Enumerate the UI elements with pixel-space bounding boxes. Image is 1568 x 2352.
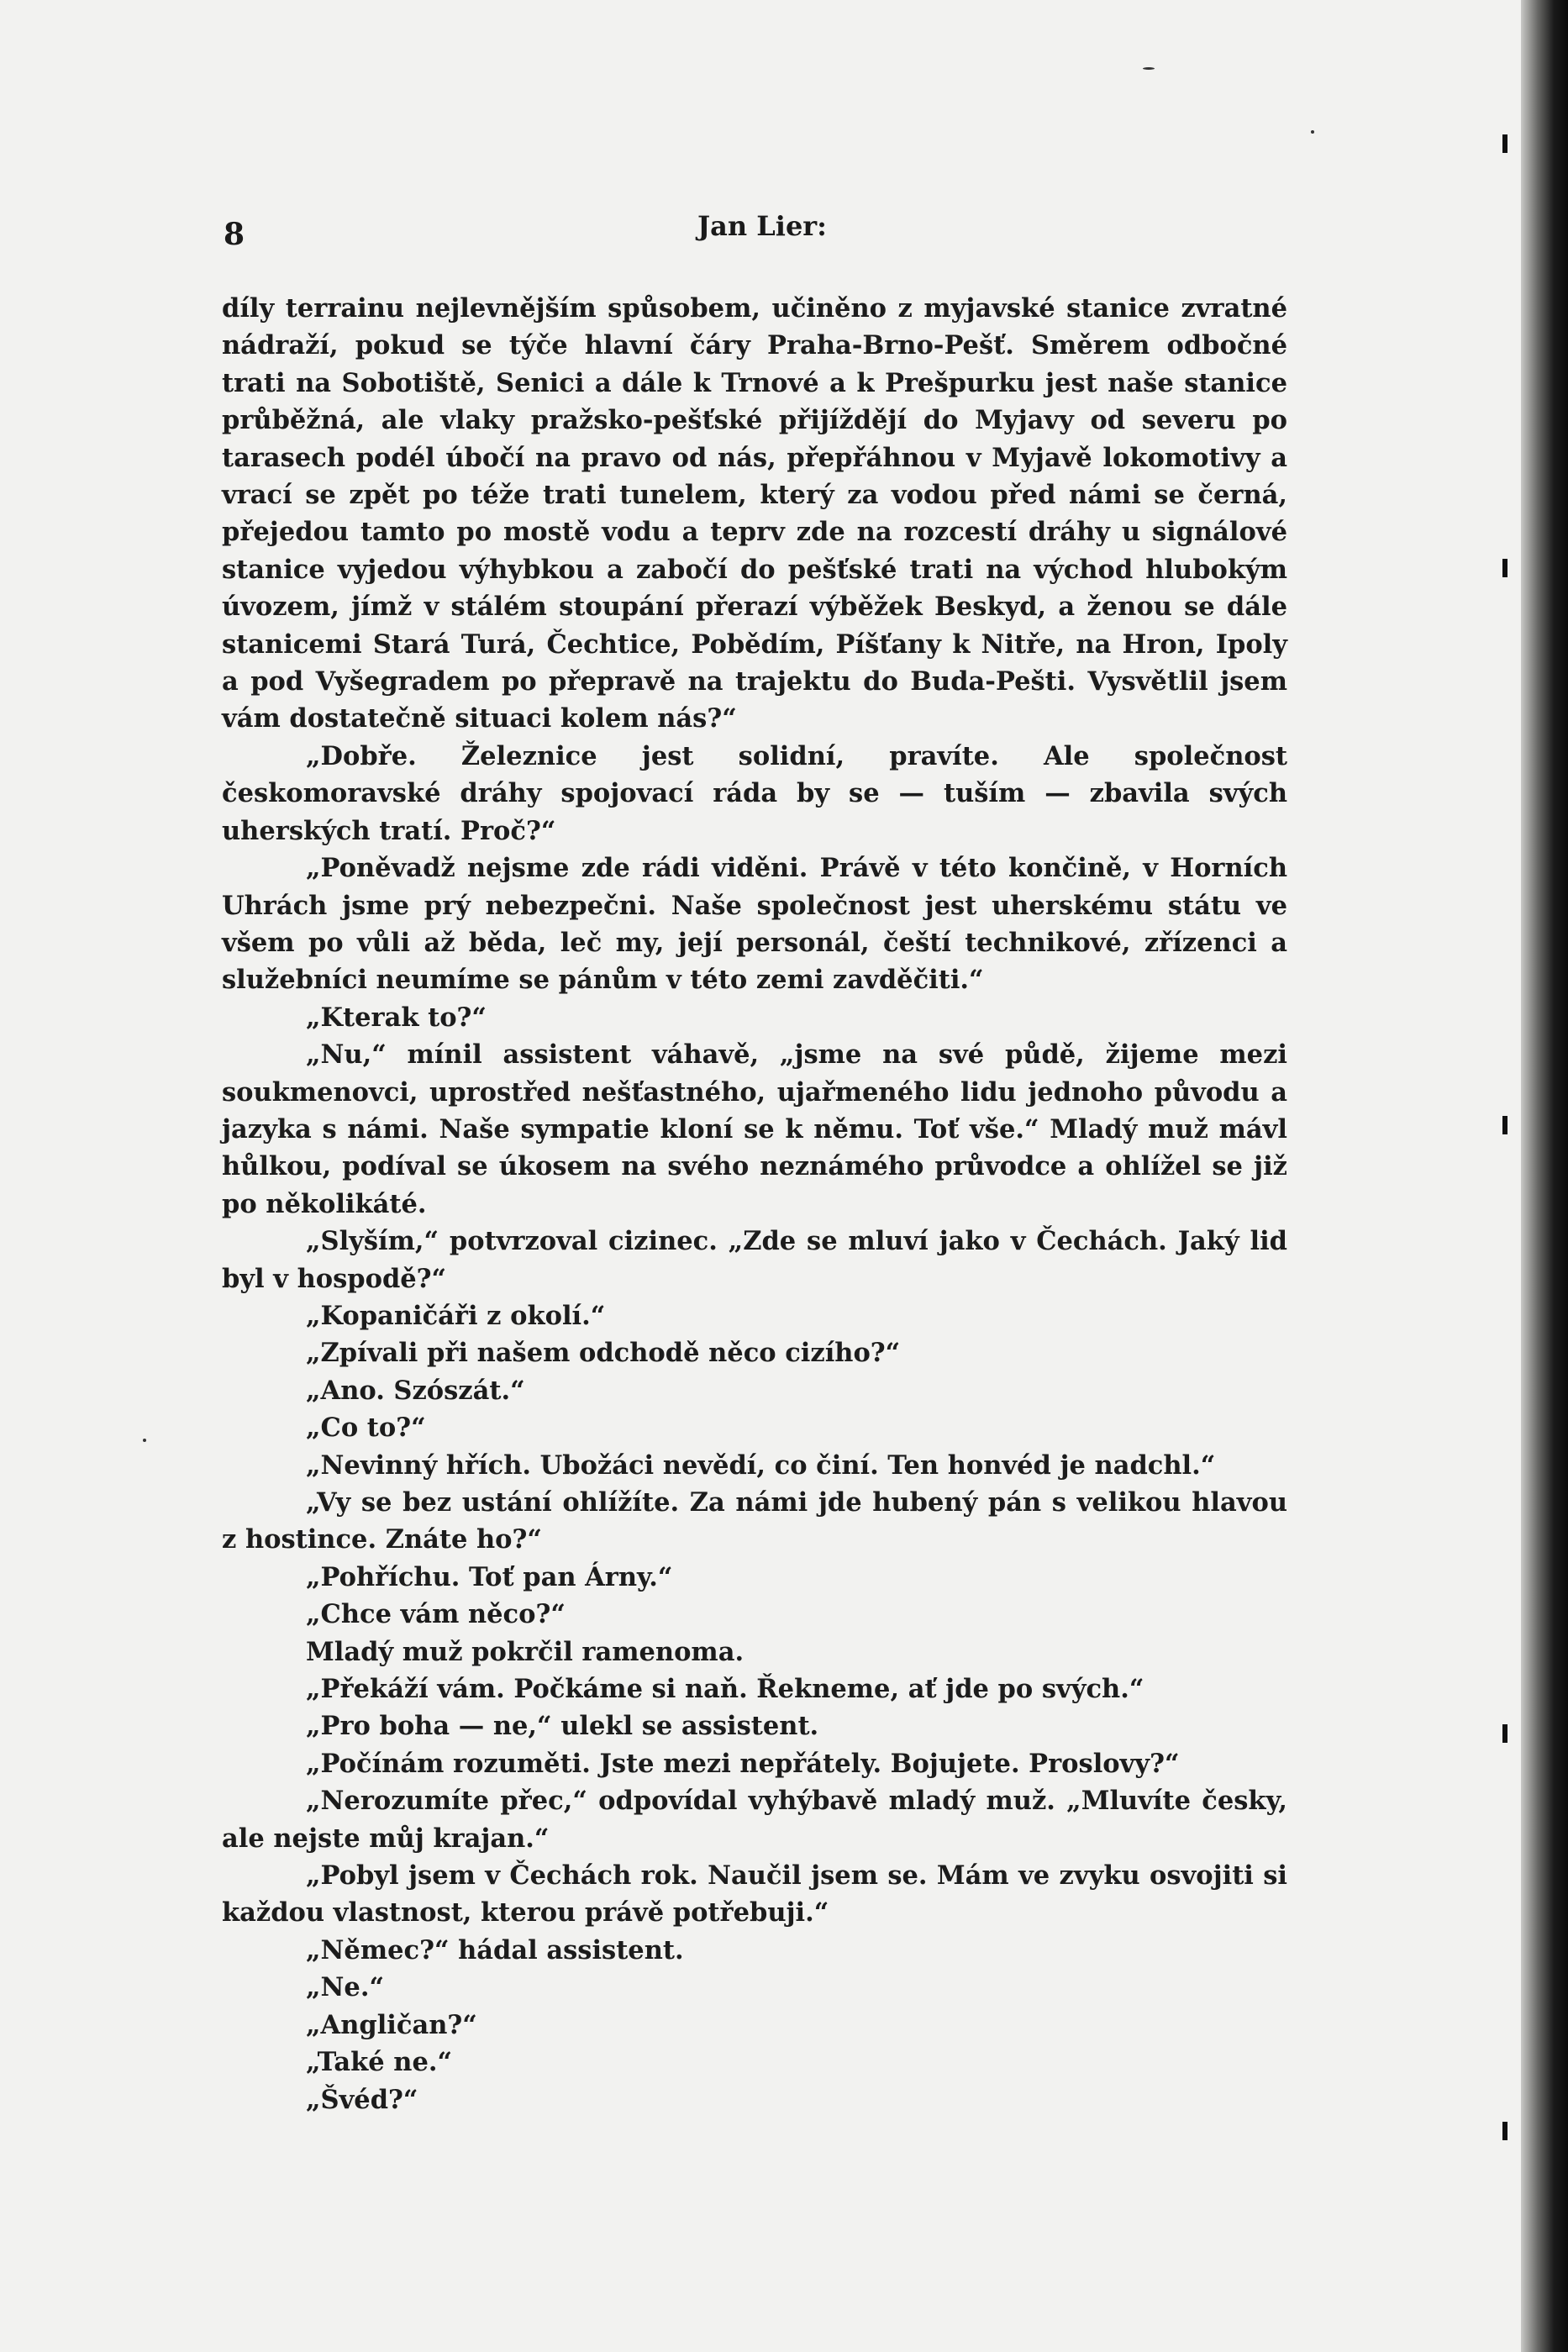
running-head: Jan Lier: bbox=[697, 210, 827, 242]
paragraph-3: „Poněvadž nejsme zde rádi viděni. Právě v této končině, v Horních Uhrách jsme prý nebezpečni. Naše společnost jest uherskému státu ve všem po vůli až běda, leč my, její personál, čeští technikové, zřízenci a služebníci neumíme se pánům v této zemi zavděčiti.“ bbox=[222, 853, 1287, 996]
paragraph-16: „Překáží vám. Počkáme si naň. Řekneme, ať jde po svých.“ bbox=[306, 1674, 1144, 1705]
paragraph-20: „Pobyl jsem v Čechách rok. Naučil jsem se. Mám ve zvyku osvojiti si každou vlastnost, kterou právě potřebuji.“ bbox=[222, 1860, 1287, 1928]
paragraph-22: „Ne.“ bbox=[306, 1972, 384, 2003]
paragraph-1: díly terrainu nejlevnějším spůsobem, učiněno z myjavské stanice zvratné nádraží, pokud se týče hlavní čáry Praha-Brno-Pešť. Směrem odbočné trati na Sobotiště, Senici a dále k Trnové a k Prešpurku jest naše stanice průběžná, ale vlaky pražsko-pešťské přijíždějí do Myjavy od severu po tarasech podél úbočí na pravo od nás, přepřáhnou v Myjavě lokomotivy a vrací se zpět po téže trati tunelem, který za vodou před námi se černá, přejedou tamto po mostě vodu a teprv zde na rozcestí dráhy u signálové stanice vyjedou výhybkou a zabočí do pešťské trati na východ hlubokým úvozem, jímž v stálém stoupání přerazí výběžek Beskyd, a ženou se dále stanicemi Stará Turá, Čechtice, Pobědím, Píšťany k Nitře, na Hron, Ipoly a pod Vyšegradem po přepravě na trajektu do Buda-Pešti. Vysvětlil jsem vám dostatečně situaci kolem nás?“ bbox=[222, 293, 1287, 734]
scan-edge-mark bbox=[1502, 134, 1507, 153]
page-number: 8 bbox=[224, 217, 245, 252]
paragraph-6: „Slyším,“ potvrzoval cizinec. „Zde se mluví jako v Čechách. Jaký lid byl v hospodě?“ bbox=[222, 1226, 1287, 1294]
page-binding-edge bbox=[1521, 0, 1568, 2352]
paragraph-9: „Ano. Szószát.“ bbox=[306, 1375, 525, 1406]
scan-edge-mark bbox=[1502, 2122, 1507, 2140]
paragraph-13: „Pohříchu. Toť pan Árny.“ bbox=[306, 1561, 673, 1592]
paragraph-12: „Vy se bez ustání ohlížíte. Za námi jde hubený pán s velikou hlavou z hostince. Znáte ho?“ bbox=[222, 1487, 1287, 1555]
paragraph-14: „Chce vám něco?“ bbox=[306, 1599, 566, 1630]
paragraph-17: „Pro boha — ne,“ ulekl se assistent. bbox=[306, 1711, 819, 1742]
scan-speck bbox=[1143, 67, 1155, 70]
paragraph-15: Mladý muž pokrčil ramenoma. bbox=[306, 1636, 745, 1667]
paragraph-5: „Nu,“ mínil assistent váhavě, „jsme na své půdě, žijeme mezi soukmenovci, uprostřed nešťastného, ujařmeného lidu jednoho původu a jazyka s námi. Naše sympatie kloní se k němu. Toť vše.“ Mladý muž mávl hůlkou, podíval se úkosem na svého neznámého průvodce a ohlížel se již po několikáté. bbox=[222, 1039, 1287, 1219]
paragraph-10: „Co to?“ bbox=[306, 1413, 426, 1444]
paragraph-7: „Kopaničáři z okolí.“ bbox=[306, 1300, 606, 1331]
page-header bbox=[0, 210, 1521, 260]
paragraph-21: „Němec?“ hádal assistent. bbox=[306, 1934, 684, 1965]
page-body bbox=[222, 290, 1287, 2118]
scan-edge-mark bbox=[1502, 1116, 1507, 1134]
paragraph-19: „Nerozumíte přec,“ odpovídal vyhýbavě mladý muž. „Mluvíte česky, ale nejste můj krajan.“ bbox=[222, 1786, 1287, 1854]
paragraph-25: „Švéd?“ bbox=[306, 2084, 418, 2115]
paragraph-11: „Nevinný hřích. Ubožáci nevědí, co činí. Ten honvéd je nadchl.“ bbox=[306, 1450, 1216, 1481]
scan-speck bbox=[1311, 130, 1314, 134]
paragraph-24: „Také ne.“ bbox=[306, 2047, 453, 2078]
paragraph-18: „Počínám rozuměti. Jste mezi nepřátely. Bojujete. Proslovy?“ bbox=[306, 1748, 1180, 1779]
paragraph-8: „Zpívali při našem odchodě něco cizího?“ bbox=[306, 1338, 901, 1369]
paragraph-2: „Dobře. Železnice jest solidní, pravíte. Ale společnost českomoravské dráhy spojovací ráda by se — tuším — zbavila svých uherských tratí. Proč?“ bbox=[222, 740, 1287, 846]
scan-edge-mark bbox=[1502, 1724, 1507, 1743]
scan-edge-mark bbox=[1502, 559, 1507, 577]
paragraph-4: „Kterak to?“ bbox=[306, 1002, 487, 1033]
paragraph-23: „Angličan?“ bbox=[306, 2009, 477, 2040]
scan-speck bbox=[143, 1439, 146, 1442]
